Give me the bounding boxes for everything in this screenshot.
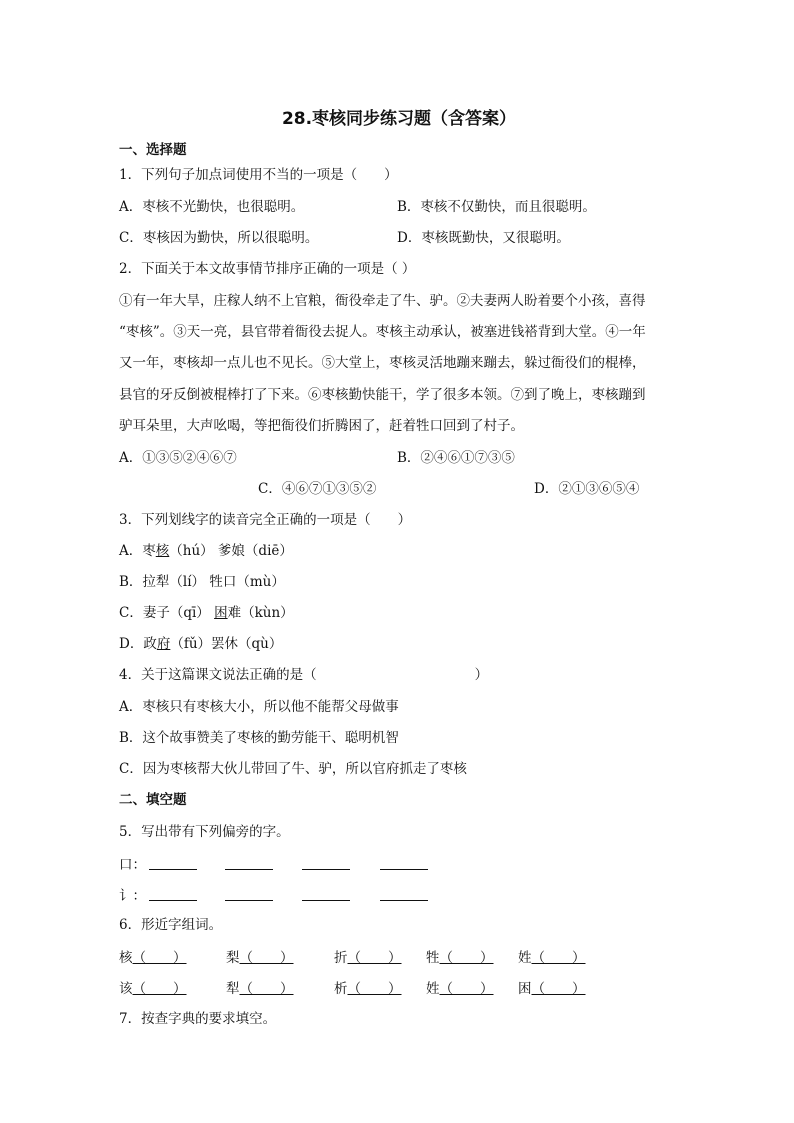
question-3-option-c: [119, 603, 294, 623]
question-2-option-d: D．②①③⑥⑤④: [534, 481, 640, 497]
question-2-passage-line: 驴耳朵里，大声吆喝，等把衙役们折腾困了，赶着牲口回到了村子。: [119, 418, 524, 434]
question-6-stem: 6．形近字组词。: [119, 917, 223, 933]
question-2-passage-line: “枣核”。③天一亮，县官带着衙役去捉人。枣核主动承认，被塞进钱褡背到大堂。④一年: [119, 324, 646, 340]
question-3-option-d: [119, 634, 282, 654]
stem-text: 4．关于这篇课文说法正确的是（: [119, 667, 317, 683]
option-text: （hú） 爹娘（diē）: [169, 543, 293, 559]
option-text: A．枣: [119, 543, 156, 559]
section-heading-choice: 一、选择题: [119, 142, 187, 158]
question-2-passage-line: 县官的牙反倒被棍棒打了下来。⑥枣核勤快能干，学了很多本领。⑦到了晚上，枣核蹦到: [119, 387, 646, 403]
answer-blank[interactable]: （ ）: [439, 950, 494, 966]
question-1-option-a: A．枣核不光勤快，也很聪明。: [119, 199, 305, 215]
question-2-stem: 2．下面关于本文故事情节排序正确的一项是（ ）: [119, 261, 416, 277]
radical-label: 口：: [119, 857, 146, 873]
question-3-option-b: B．拉犁（lí） 牲口（mù）: [119, 574, 285, 590]
option-text: C．妻子（qī）: [119, 605, 215, 621]
similar-char-row-2: [119, 977, 679, 997]
answer-blank[interactable]: （ ）: [239, 950, 294, 966]
char: 困: [518, 981, 532, 997]
option-text: D．政: [119, 636, 157, 652]
question-4-option-a: A．枣核只有枣核大小，所以他不能帮父母做事: [119, 699, 399, 715]
blank-line[interactable]: [149, 884, 197, 901]
blank-line[interactable]: [225, 884, 273, 901]
option-text: 难（kùn）: [227, 605, 294, 621]
blank-line[interactable]: [302, 853, 350, 870]
question-4-option-c: C．因为枣核帮大伙儿带回了牛、驴，所以官府抓走了枣核: [119, 761, 467, 777]
question-2-option-b: B．②④⑥①⑦③⑤: [397, 450, 515, 466]
radical-row-kou: [119, 853, 679, 873]
blank-line[interactable]: [380, 884, 428, 901]
radical-label: 讠：: [119, 888, 146, 904]
question-1-stem: 1．下列句子加点词使用不当的一项是（ ）: [119, 167, 398, 183]
answer-blank[interactable]: （ ）: [132, 950, 187, 966]
question-7-stem: 7．按查字典的要求填空。: [119, 1011, 277, 1027]
answer-blank[interactable]: （ ）: [439, 981, 494, 997]
answer-blank[interactable]: （ ）: [132, 981, 187, 997]
blank-line[interactable]: [302, 884, 350, 901]
option-text: （fǔ）罢休（qù）: [170, 636, 283, 652]
question-3-option-a: [119, 541, 293, 561]
radical-row-yan: [119, 884, 679, 904]
char: 梨: [226, 950, 240, 966]
underlined-char: 府: [156, 636, 171, 652]
question-2-passage-line: 又一年，枣核却一点儿也不见长。⑤大堂上，枣核灵活地蹦来蹦去，躲过衙役们的棍棒，: [119, 355, 646, 371]
question-4-option-b: B．这个故事赞美了枣核的勤劳能干、聪明机智: [119, 730, 399, 746]
answer-blank[interactable]: （ ）: [531, 981, 586, 997]
stem-text: ）: [474, 667, 489, 683]
question-5-stem: 5．写出带有下列偏旁的字。: [119, 824, 290, 840]
answer-blank[interactable]: （ ）: [239, 981, 294, 997]
blank-line[interactable]: [225, 853, 273, 870]
question-3-stem: 3．下列划线字的读音完全正确的一项是（ ）: [119, 512, 412, 528]
question-2-option-a: A．①③⑤②④⑥⑦: [119, 450, 237, 466]
char: 姓: [426, 981, 440, 997]
underlined-char: 核: [155, 543, 170, 559]
question-1-option-d: D．枣核既勤快，又很聪明。: [397, 230, 570, 246]
char: 折: [334, 950, 348, 966]
char: 核: [119, 950, 133, 966]
page-title: 28.枣核同步练习题（含答案）: [281, 109, 517, 129]
char: 析: [334, 981, 348, 997]
char: 牲: [426, 950, 440, 966]
question-4-stem: [119, 665, 488, 685]
char: 姓: [518, 950, 532, 966]
question-2-passage-line: ①有一年大旱，庄稼人纳不上官粮，衙役牵走了牛、驴。②夫妻两人盼着要个小孩，喜得: [119, 293, 646, 309]
question-1-option-c: C．枣核因为勤快，所以很聪明。: [119, 230, 319, 246]
answer-blank[interactable]: （ ）: [531, 950, 586, 966]
section-heading-fill: 二、填空题: [119, 792, 187, 808]
blank-line[interactable]: [149, 853, 197, 870]
question-2-option-c: C．④⑥⑦①③⑤②: [258, 481, 377, 497]
char: 犁: [226, 981, 240, 997]
answer-blank[interactable]: （ ）: [347, 950, 402, 966]
char: 该: [119, 981, 133, 997]
blank-line[interactable]: [380, 853, 428, 870]
question-1-option-b: B．枣核不仅勤快，而且很聪明。: [397, 199, 596, 215]
similar-char-row-1: [119, 946, 679, 966]
underlined-char: 困: [214, 605, 228, 621]
answer-blank[interactable]: （ ）: [347, 981, 402, 997]
